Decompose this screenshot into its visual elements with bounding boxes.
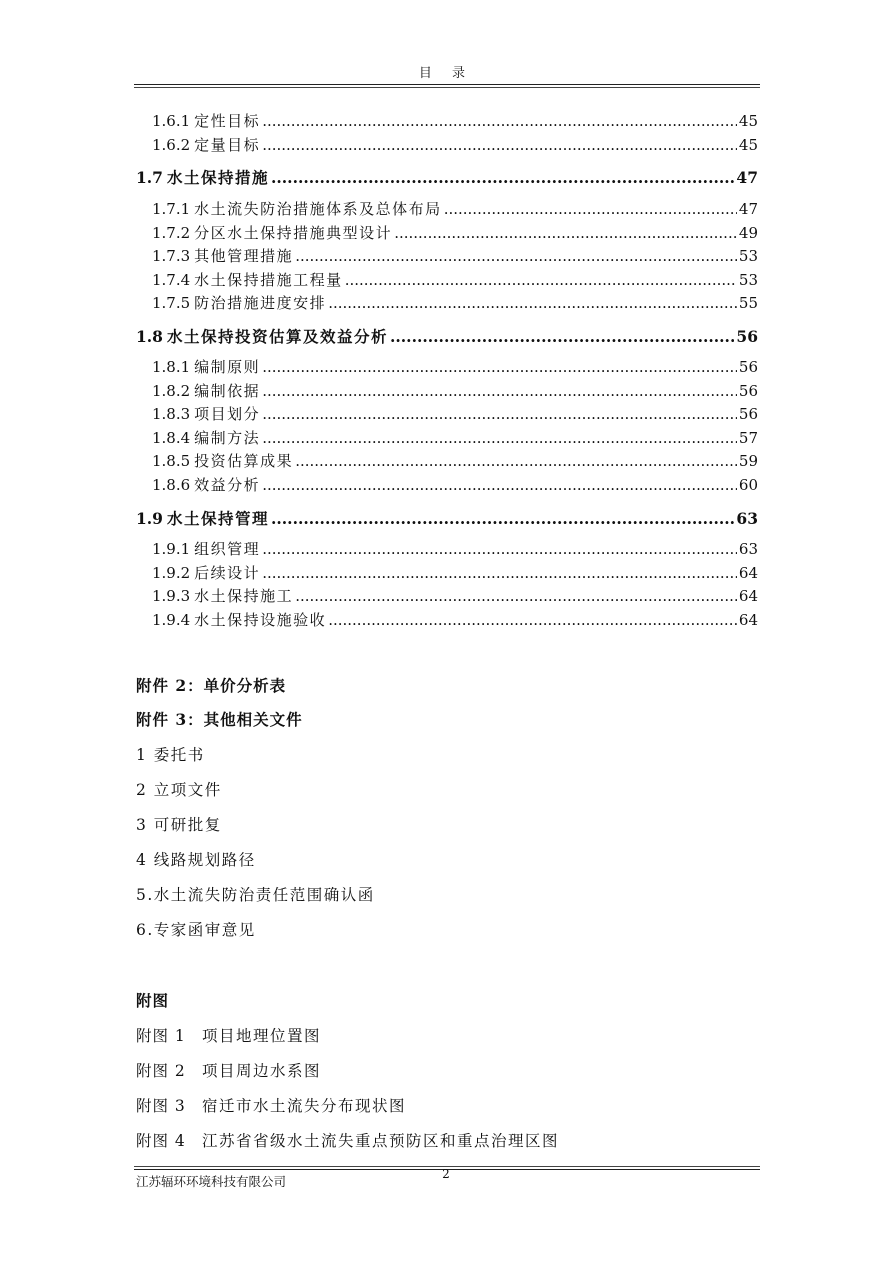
toc-leader-dots [390, 327, 734, 346]
toc-entry-number: 1.9.2 [152, 564, 191, 582]
toc-entry-page: 57 [738, 429, 758, 447]
toc-entry-number: 1.7.5 [152, 294, 191, 312]
toc-section-entry [136, 166, 758, 188]
toc-entry-number: 1.7.2 [152, 224, 191, 242]
toc-subsection-entry [152, 538, 758, 559]
toc-entry-label: 效益分析 [194, 476, 261, 494]
toc-entry-number: 1.7.4 [152, 271, 191, 289]
toc-entry-label: 防治措施进度安排 [194, 294, 327, 312]
toc-leader-dots [328, 611, 737, 629]
toc-entry-label: 编制原则 [194, 358, 261, 376]
toc-entry-label: 定量目标 [194, 136, 261, 154]
toc-entry-page: 63 [738, 540, 758, 558]
toc-entry-page: 64 [738, 564, 758, 582]
toc-entry-page: 45 [738, 136, 758, 154]
toc-subsection-entry [152, 198, 758, 219]
toc-subsection-entry [152, 134, 758, 155]
toc-entry-number: 1.9 [136, 509, 163, 528]
toc-subsection-entry [152, 292, 758, 313]
appendix-2-heading: 附件 2：单价分析表 [136, 676, 287, 695]
toc-entry-label: 水土保持投资估算及效益分析 [166, 327, 388, 346]
toc-entry-number: 1.8.3 [152, 405, 191, 423]
toc-entry-label: 定性目标 [194, 112, 261, 130]
figure-item [136, 1059, 321, 1081]
toc-entry-page: 60 [738, 476, 758, 494]
toc-entry-page: 64 [738, 611, 758, 629]
toc-leader-dots [444, 200, 737, 218]
toc-subsection-entry [152, 380, 758, 401]
toc-subsection-entry [152, 245, 758, 266]
toc-leader-dots [328, 294, 737, 312]
toc-subsection-entry [152, 450, 758, 471]
figure-label: 宿迁市水土流失分布现状图 [202, 1097, 407, 1115]
toc-entry-label: 水土保持管理 [166, 509, 269, 528]
toc-subsection-entry [152, 110, 758, 131]
toc-subsection-entry [152, 403, 758, 424]
toc-subsection-entry [152, 222, 758, 243]
figure-label: 项目周边水系图 [202, 1062, 322, 1080]
toc-entry-label: 分区水土保持措施典型设计 [194, 224, 393, 242]
toc-entry-label: 其他管理措施 [194, 247, 294, 265]
toc-entry-label: 组织管理 [194, 540, 261, 558]
figure-number: 附图 2 [136, 1062, 186, 1080]
toc-leader-dots [394, 224, 737, 242]
page-header-title: 目 录 [418, 66, 474, 81]
toc-leader-dots [295, 587, 737, 605]
toc-entry-page: 56 [736, 327, 758, 346]
toc-entry-page: 59 [738, 452, 758, 470]
toc-leader-dots [262, 476, 737, 494]
figures-heading: 附图 [136, 991, 170, 1010]
footer-page-number: 2 [442, 1167, 450, 1181]
toc-entry-page: 56 [738, 405, 758, 423]
figure-number: 附图 4 [136, 1132, 186, 1150]
toc-leader-dots [262, 429, 737, 447]
footer-company-name: 江苏辐环环境科技有限公司 [136, 1174, 287, 1189]
toc-section-entry [136, 325, 758, 347]
toc-entry-page: 47 [736, 168, 758, 187]
toc-entry-page: 53 [738, 271, 758, 289]
toc-entry-label: 项目划分 [194, 405, 261, 423]
toc-entry-page: 56 [738, 382, 758, 400]
figure-item [136, 1024, 321, 1046]
appendix-3-item: 4 线路规划路径 [136, 851, 256, 869]
toc-subsection-entry [152, 356, 758, 377]
appendix-3-item: 6.专家函审意见 [136, 921, 256, 939]
toc-entry-number: 1.8.6 [152, 476, 191, 494]
toc-subsection-entry [152, 269, 758, 290]
toc-leader-dots [262, 382, 737, 400]
toc-leader-dots [271, 168, 734, 187]
toc-entry-label: 投资估算成果 [194, 452, 294, 470]
toc-entry-page: 56 [738, 358, 758, 376]
toc-entry-label: 水土保持施工 [194, 587, 294, 605]
toc-entry-number: 1.9.1 [152, 540, 191, 558]
toc-entry-number: 1.9.3 [152, 587, 191, 605]
toc-leader-dots [262, 112, 737, 130]
toc-subsection-entry [152, 474, 758, 495]
toc-entry-page: 47 [738, 200, 758, 218]
toc-entry-number: 1.8.5 [152, 452, 191, 470]
toc-entry-number: 1.7.1 [152, 200, 191, 218]
toc-entry-page: 45 [738, 112, 758, 130]
toc-leader-dots [262, 136, 737, 154]
toc-entry-number: 1.9.4 [152, 611, 191, 629]
toc-entry-number: 1.8 [136, 327, 163, 346]
toc-entry-label: 水土流失防治措施体系及总体布局 [194, 200, 442, 218]
appendix-3-item: 1 委托书 [136, 746, 205, 764]
figure-number: 附图 1 [136, 1027, 186, 1045]
header-rule-thick [134, 84, 760, 85]
toc-entry-label: 水土保持设施验收 [194, 611, 327, 629]
toc-subsection-entry [152, 427, 758, 448]
toc-subsection-entry [152, 609, 758, 630]
header-rule-thin [134, 87, 760, 88]
appendix-3-item: 2 立项文件 [136, 781, 222, 799]
toc-section-entry [136, 507, 758, 529]
toc-leader-dots [295, 247, 737, 265]
toc-entry-number: 1.8.2 [152, 382, 191, 400]
toc-entry-page: 49 [738, 224, 758, 242]
toc-entry-number: 1.8.4 [152, 429, 191, 447]
figure-label: 项目地理位置图 [202, 1027, 322, 1045]
toc-entry-number: 1.7.3 [152, 247, 191, 265]
toc-entry-number: 1.7 [136, 168, 163, 187]
toc-leader-dots [295, 452, 737, 470]
toc-entry-number: 1.6.2 [152, 136, 191, 154]
figure-label: 江苏省省级水土流失重点预防区和重点治理区图 [202, 1132, 560, 1150]
toc-leader-dots [262, 564, 737, 582]
toc-leader-dots [345, 271, 737, 289]
appendix-3-item: 3 可研批复 [136, 816, 222, 834]
toc-entry-label: 编制依据 [194, 382, 261, 400]
toc-entry-label: 水土保持措施工程量 [194, 271, 343, 289]
toc-entry-label: 后续设计 [194, 564, 261, 582]
toc-entry-page: 53 [738, 247, 758, 265]
toc-entry-number: 1.6.1 [152, 112, 191, 130]
appendix-3-item: 5.水土流失防治责任范围确认函 [136, 886, 375, 904]
toc-leader-dots [262, 405, 737, 423]
toc-entry-page: 55 [738, 294, 758, 312]
figure-number: 附图 3 [136, 1097, 186, 1115]
figure-item [136, 1129, 559, 1151]
toc-entry-label: 水土保持措施 [166, 168, 269, 187]
toc-entry-page: 64 [738, 587, 758, 605]
appendix-3-heading: 附件 3：其他相关文件 [136, 710, 303, 729]
toc-leader-dots [262, 540, 737, 558]
toc-leader-dots [271, 509, 734, 528]
figure-item [136, 1094, 406, 1116]
toc-leader-dots [262, 358, 737, 376]
toc-entry-label: 编制方法 [194, 429, 261, 447]
toc-entry-page: 63 [736, 509, 758, 528]
toc-entry-number: 1.8.1 [152, 358, 191, 376]
toc-subsection-entry [152, 585, 758, 606]
toc-subsection-entry [152, 562, 758, 583]
